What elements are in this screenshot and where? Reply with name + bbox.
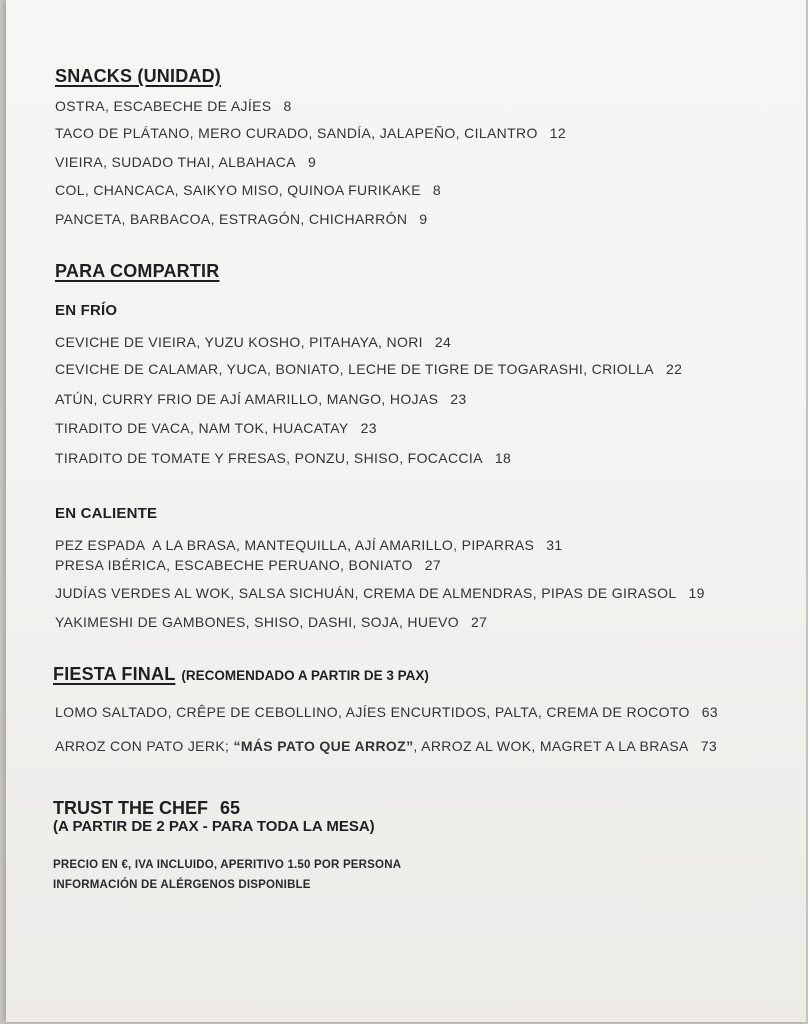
- item-name: YAKIMESHI DE GAMBONES, SHISO, DASHI, SOJA, HUEVO: [55, 614, 459, 630]
- footer-price-note: PRECIO EN €, IVA INCLUIDO, APERITIVO 1.50 POR PERSONA: [53, 859, 402, 871]
- item-name-part: ARROZ CON PATO JERK;: [55, 738, 234, 754]
- item-name: TIRADITO DE TOMATE Y FRESAS, PONZU, SHISO, FOCACCIA: [55, 450, 483, 466]
- menu-item: [55, 183, 441, 197]
- item-price: 22: [666, 361, 683, 377]
- item-price: 8: [432, 182, 442, 198]
- item-price: 19: [688, 585, 705, 601]
- item-name: ATÚN, CURRY FRIO DE AJÍ AMARILLO, MANGO, HOJAS: [55, 391, 439, 407]
- item-name: TIRADITO DE VACA, NAM TOK, HUACATAY: [55, 420, 349, 436]
- menu-item: [55, 421, 377, 435]
- item-name: JUDÍAS VERDES AL WOK, SALSA SICHUÁN, CREMA DE ALMENDRAS, PIPAS DE GIRASOL: [55, 585, 677, 601]
- fiesta-final-header: [53, 665, 429, 684]
- item-price: 27: [470, 614, 488, 630]
- item-price: 23: [450, 391, 467, 407]
- item-name-highlight: “MÁS PATO QUE ARROZ”: [233, 738, 414, 754]
- menu-item: [55, 558, 441, 572]
- item-price: 73: [700, 738, 718, 754]
- item-name: CEVICHE DE VIEIRA, YUZU KOSHO, PITAHAYA, NORI: [55, 334, 423, 350]
- menu-item: [55, 451, 511, 465]
- trust-the-chef-subtitle: (A PARTIR DE 2 PAX - PARA TODA LA MESA): [53, 818, 375, 835]
- menu-page: [6, 0, 806, 1022]
- menu-item: [55, 538, 562, 552]
- item-price: 27: [424, 557, 441, 573]
- menu-item: [55, 586, 705, 600]
- para-compartir-heading: PARA COMPARTIR: [55, 261, 220, 281]
- menu-item: [55, 99, 292, 113]
- item-name-part: , ARROZ AL WOK, MAGRET A LA BRASA: [413, 738, 689, 754]
- item-price: 23: [360, 420, 377, 436]
- item-name: OSTRA, ESCABECHE DE AJÍES: [55, 98, 272, 114]
- fiesta-final-note: (RECOMENDADO A PARTIR DE 3 PAX): [181, 668, 429, 683]
- menu-item: [55, 615, 487, 629]
- trust-title: TRUST THE CHEF: [53, 798, 208, 818]
- menu-item: [55, 739, 717, 753]
- item-price: 18: [494, 450, 512, 466]
- item-price: 31: [546, 537, 563, 553]
- trust-price: 65: [220, 798, 241, 818]
- item-price: 12: [549, 125, 566, 141]
- item-name: LOMO SALTADO, CRÊPE DE CEBOLLINO, AJÍES ENCURTIDOS, PALTA, CREMA DE ROCOTO: [55, 704, 690, 720]
- item-name: CEVICHE DE CALAMAR, YUCA, BONIATO, LECHE DE TIGRE DE TOGARASHI, CRIOLLA: [55, 361, 654, 377]
- en-caliente-heading: EN CALIENTE: [55, 505, 158, 522]
- menu-item: [55, 212, 427, 226]
- item-name: COL, CHANCACA, SAIKYO MISO, QUINOA FURIKAKE: [55, 182, 421, 198]
- item-price: 24: [434, 334, 452, 350]
- menu-item: [55, 392, 467, 406]
- menu-item: [55, 126, 566, 140]
- menu-item: [55, 335, 451, 349]
- item-name: VIEIRA, SUDADO THAI, ALBAHACA: [55, 154, 296, 170]
- item-price: 9: [419, 211, 428, 227]
- item-name: PEZ ESPADA A LA BRASA, MANTEQUILLA, AJÍ AMARILLO, PIPARRAS: [55, 537, 535, 553]
- item-name: TACO DE PLÁTANO, MERO CURADO, SANDÍA, JALAPEÑO, CILANTRO: [55, 125, 538, 141]
- footer-allergen-note: INFORMACIÓN DE ALÉRGENOS DISPONIBLE: [53, 879, 311, 891]
- item-price: 9: [307, 154, 317, 170]
- menu-item: [55, 705, 718, 719]
- item-price: 63: [701, 704, 719, 720]
- trust-the-chef-heading: [53, 799, 240, 817]
- item-price: 8: [283, 98, 292, 114]
- snacks-heading: SNACKS (UNIDAD): [55, 66, 221, 86]
- item-name: PANCETA, BARBACOA, ESTRAGÓN, CHICHARRÓN: [55, 211, 408, 227]
- en-frio-heading: EN FRÍO: [55, 302, 118, 319]
- menu-item: [55, 155, 316, 169]
- menu-item: [55, 362, 682, 376]
- fiesta-final-heading: FIESTA FINAL: [53, 664, 176, 684]
- item-name: PRESA IBÉRICA, ESCABECHE PERUANO, BONIATO: [55, 557, 413, 573]
